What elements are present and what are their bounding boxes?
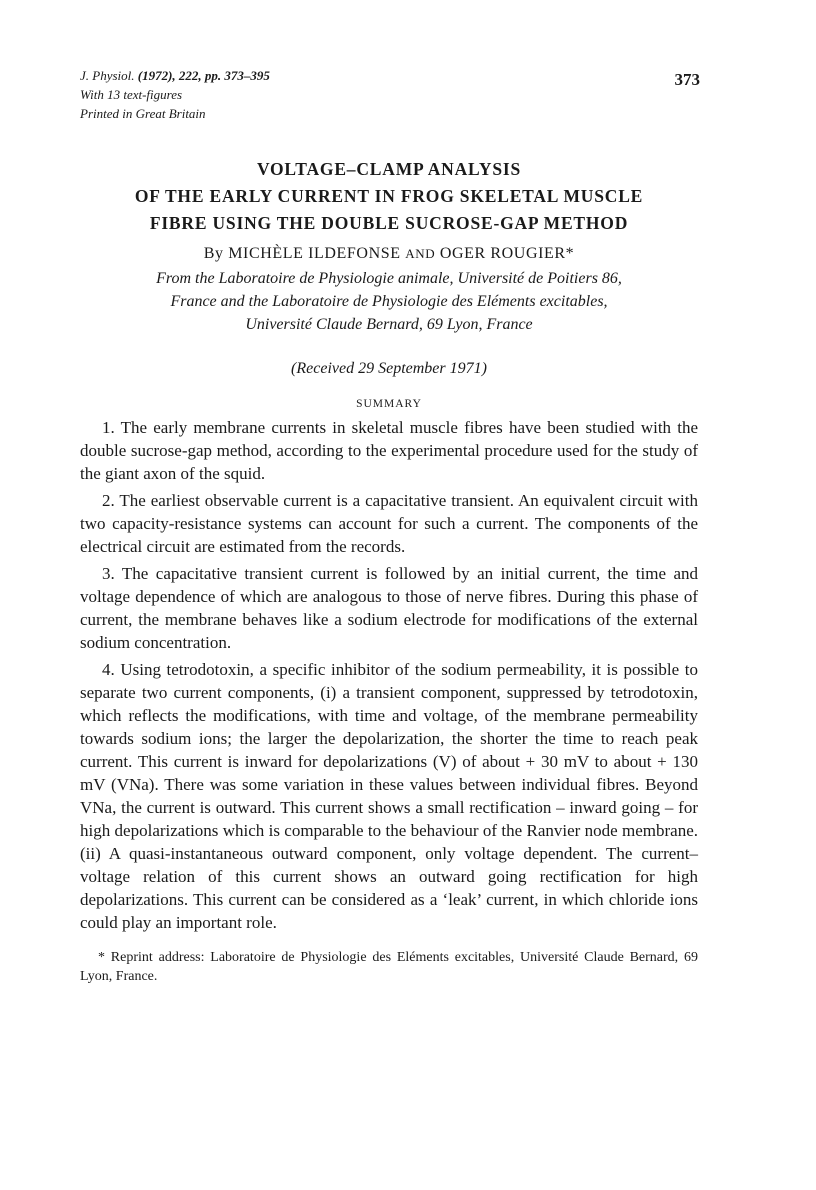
summary-body (80, 416, 698, 934)
author-2: OGER ROUGIER* (439, 245, 575, 262)
page-header (80, 66, 698, 130)
page-number: 373 (674, 70, 700, 89)
summary-paragraph-4: 4. Using tetrodotoxin, a specific inhibitor of the sodium permeability, it is possible to separate two current components, (i) a transient component, suppressed by tetrodotoxin, which reflects the modifications, with time and voltage, of the membrane permeability towards sodium ions; the larger the depolarization, the shorter the time to reach peak current. This current is inward for depolarizations (V) of about + 30 mV to about + 130 mV (VNa). There was some variation in these values between individual fibres. Beyond VNa, the current is outward. This current shows a small rectification – inward going – for high depolarizations which is comparable to the behaviour of the Ranvier node membrane. (ii) A quasi-instantaneous outward component, only voltage dependent. The current–voltage relation of this current shows an outward going rectification for high depolarizations. This current can be considered as a ‘leak’ current, in which chloride ions could play an important role. (80, 660, 698, 932)
title-line: VOLTAGE–CLAMP ANALYSIS (256, 159, 522, 179)
citation-details: (1972), 222, pp. 373–395 (137, 68, 270, 83)
received-date: (Received 29 September 1971) (291, 360, 487, 377)
figure-count: With 13 text-figures (80, 87, 183, 102)
byline-by: By (203, 245, 224, 262)
affiliation-line: Université Claude Bernard, 69 Lyon, France (245, 316, 533, 333)
byline (80, 245, 698, 263)
byline-and: AND (405, 246, 436, 261)
affiliation-line: France and the Laboratoire de Physiologie des Eléments excitables, (170, 293, 608, 310)
printed-note: Printed in Great Britain (80, 106, 206, 121)
title-line: OF THE EARLY CURRENT IN FROG SKELETAL MUSCLE (134, 186, 644, 206)
summary-paragraph-3: 3. The capacitative transient current is followed by an initial current, the time and voltage dependence of which are analogous to those of nerve fibres. During this phase of current, the membrane behaves like a sodium electrode for modifications of the external sodium concentration. (80, 564, 698, 652)
affiliation (80, 267, 698, 336)
author-1: MICHÈLE ILDEFONSE (228, 245, 401, 262)
citation-block (80, 66, 698, 123)
page (80, 66, 698, 986)
citation-line (80, 66, 698, 85)
summary-paragraph-2: 2. The earliest observable current is a capacitative transient. An equivalent circuit with two capacity-resistance systems can account for such a current. The components of the electrical circuit are estimated from the records. (80, 491, 698, 556)
footnote: * Reprint address: Laboratoire de Physiologie des Eléments excitables, Université Claude Bernard, 69 Lyon, France. (80, 950, 698, 984)
journal-name: J. Physiol. (80, 68, 135, 83)
affiliation-line: From the Laboratoire de Physiologie animale, Université de Poitiers 86, (156, 270, 622, 287)
paper-title (80, 156, 698, 237)
title-line: FIBRE USING THE DOUBLE SUCROSE-GAP METHOD (149, 213, 629, 233)
summary-heading: SUMMARY (356, 398, 422, 410)
summary-paragraph-1: 1. The early membrane currents in skeletal muscle fibres have been studied with the double sucrose-gap method, according to the experimental procedure used for the study of the giant axon of the squid. (80, 418, 698, 483)
